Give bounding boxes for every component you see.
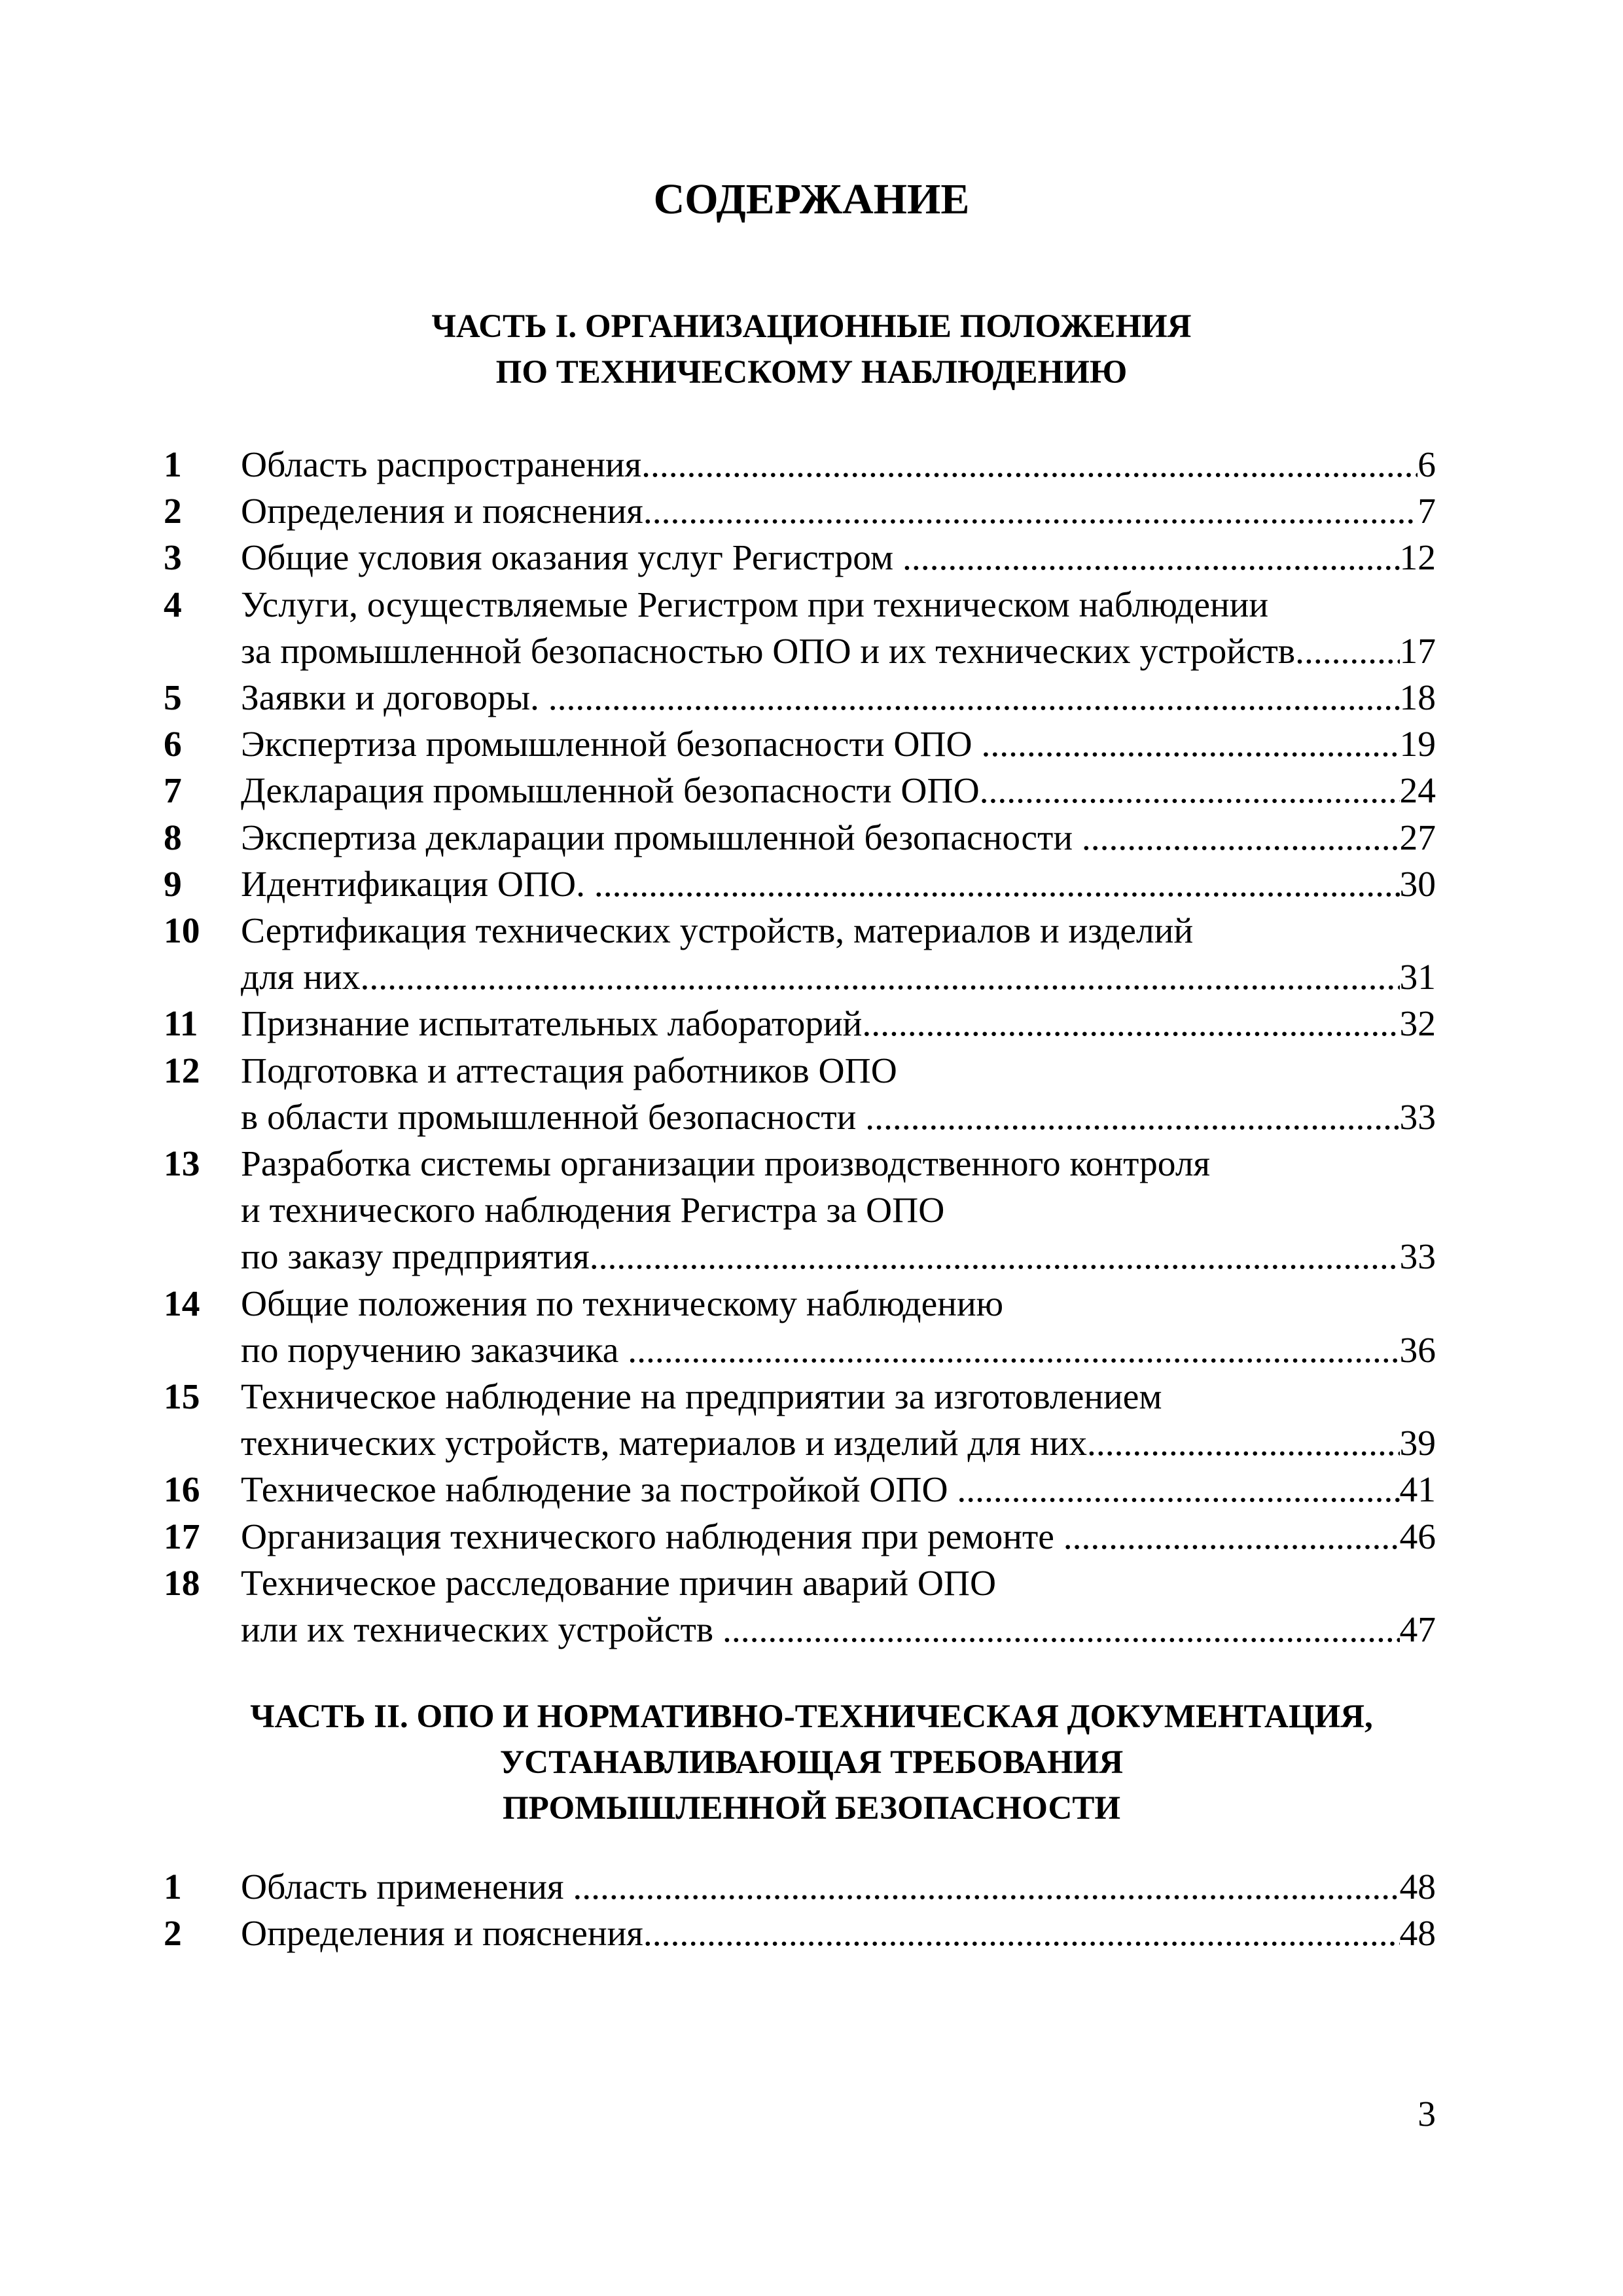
dot-leader bbox=[1295, 628, 1399, 675]
toc-entry-title: Экспертиза декларации промышленной безопасности bbox=[241, 817, 1082, 858]
toc-entry bbox=[164, 1281, 1436, 1374]
dot-leader bbox=[651, 442, 1418, 488]
toc-entry-page: 12 bbox=[1399, 538, 1436, 579]
dot-leader bbox=[1063, 1514, 1400, 1560]
toc-entry bbox=[164, 768, 1436, 814]
toc-entry bbox=[164, 1560, 1436, 1653]
toc-entry bbox=[164, 815, 1436, 861]
toc-entry-title: Декларация промышленной безопасности ОПО. bbox=[241, 771, 989, 812]
toc-entry bbox=[164, 675, 1436, 721]
toc-entry-number: 10 bbox=[164, 911, 200, 952]
page-number: 3 bbox=[1418, 2094, 1436, 2134]
toc-entry bbox=[164, 1864, 1436, 1910]
toc-entry-title: по поручению заказчика bbox=[241, 1330, 628, 1371]
toc-entry-title: для них. bbox=[241, 958, 370, 998]
toc-entry-title: Техническое расследование причин аварий ОПО bbox=[241, 1563, 997, 1604]
toc-entry-page: 31 bbox=[1399, 958, 1436, 998]
toc-entry bbox=[164, 1048, 1436, 1141]
part-heading-line: УСТАНАВЛИВАЮЩАЯ ТРЕБОВАНИЯ bbox=[499, 1744, 1124, 1781]
toc-entry bbox=[164, 1514, 1436, 1560]
toc-entry-number: 7 bbox=[164, 771, 182, 812]
part1-toc-list bbox=[164, 442, 1436, 1653]
toc-entry bbox=[164, 1001, 1436, 1047]
toc-entry-title: Сертификация технических устройств, материалов и изделий bbox=[241, 911, 1194, 952]
dot-leader bbox=[982, 721, 1400, 768]
dot-leader bbox=[722, 1607, 1400, 1653]
toc-entry bbox=[164, 1467, 1436, 1513]
toc-entry-title: Признание испытательных лабораторий bbox=[241, 1004, 863, 1045]
toc-entry-number: 14 bbox=[164, 1283, 200, 1324]
toc-entry-title: Область применения bbox=[241, 1867, 573, 1907]
toc-entry-title: и технического наблюдения Регистра за ОПО bbox=[241, 1191, 945, 1231]
toc-entry-title: Техническое наблюдение за постройкой ОПО bbox=[241, 1470, 957, 1511]
toc-entry-number: 3 bbox=[164, 538, 182, 579]
toc-entry bbox=[164, 488, 1436, 535]
toc-entry-page: 41 bbox=[1399, 1470, 1436, 1511]
dot-leader bbox=[1096, 1420, 1400, 1467]
toc-entry-title: Техническое наблюдение на предприятии за изготовлением bbox=[241, 1377, 1162, 1418]
toc-entry-page: 48 bbox=[1399, 1867, 1436, 1907]
part-heading-line: ПРОМЫШЛЕННОЙ БЕЗОПАСНОСТИ bbox=[502, 1790, 1121, 1827]
toc-entry-number: 16 bbox=[164, 1470, 200, 1511]
toc-entry-page: 18 bbox=[1399, 678, 1436, 719]
toc-entry-page: 30 bbox=[1399, 864, 1436, 905]
toc-entry-page: 24 bbox=[1399, 771, 1436, 812]
part-heading-line: ПО ТЕХНИЧЕСКОМУ НАБЛЮДЕНИЮ bbox=[495, 354, 1128, 391]
dot-leader bbox=[548, 675, 1400, 721]
dot-leader bbox=[369, 954, 1399, 1001]
toc-entry bbox=[164, 861, 1436, 908]
toc-entry-number: 17 bbox=[164, 1516, 200, 1557]
page-title: СОДЕРЖАНИЕ bbox=[653, 175, 970, 223]
toc-entry-page: 27 bbox=[1399, 817, 1436, 858]
toc-entry bbox=[164, 908, 1436, 1001]
dot-leader bbox=[594, 861, 1400, 908]
part-heading-line: ЧАСТЬ I. ОРГАНИЗАЦИОННЫЕ ПОЛОЖЕНИЯ bbox=[431, 308, 1192, 345]
dot-leader bbox=[1082, 815, 1400, 861]
dot-leader bbox=[643, 488, 1418, 535]
toc-entry-number: 12 bbox=[164, 1050, 200, 1091]
toc-entry-page: 36 bbox=[1399, 1330, 1436, 1371]
toc-entry-number: 4 bbox=[164, 584, 182, 625]
toc-entry-page: 17 bbox=[1399, 631, 1436, 672]
dot-leader bbox=[628, 1327, 1399, 1374]
toc-entry-page: 6 bbox=[1418, 445, 1436, 485]
toc-entry bbox=[164, 1910, 1436, 1957]
toc-entry-number: 11 bbox=[164, 1004, 198, 1045]
toc-entry-page: 39 bbox=[1399, 1424, 1436, 1464]
toc-entry-page: 47 bbox=[1399, 1610, 1436, 1651]
toc-entry-number: 15 bbox=[164, 1377, 200, 1418]
toc-entry-title: Определения и пояснения bbox=[241, 1914, 643, 1954]
toc-entry-title: Общие условия оказания услуг Регистром bbox=[241, 538, 902, 579]
dot-leader bbox=[989, 768, 1400, 814]
part1-heading bbox=[0, 304, 1623, 395]
toc-entry-number: 18 bbox=[164, 1563, 200, 1604]
toc-entry bbox=[164, 582, 1436, 675]
toc-entry-page: 19 bbox=[1399, 725, 1436, 765]
toc-entry bbox=[164, 721, 1436, 768]
dot-leader bbox=[902, 535, 1400, 581]
dot-leader bbox=[865, 1094, 1399, 1141]
dot-leader bbox=[573, 1864, 1399, 1910]
toc-entry-title: Область распространения. bbox=[241, 445, 651, 485]
toc-entry-number: 2 bbox=[164, 1914, 182, 1954]
toc-entry-title: Услуги, осуществляемые Регистром при техническом наблюдении bbox=[241, 584, 1269, 625]
toc-entry-title: Общие положения по техническому наблюдению bbox=[241, 1283, 1004, 1324]
toc-entry-title: Разработка системы организации производственного контроля bbox=[241, 1144, 1211, 1185]
toc-entry bbox=[164, 535, 1436, 581]
dot-leader bbox=[590, 1234, 1400, 1280]
toc-entry-number: 6 bbox=[164, 725, 182, 765]
toc-entry-number: 13 bbox=[164, 1144, 200, 1185]
dot-leader bbox=[957, 1467, 1399, 1513]
toc-entry bbox=[164, 442, 1436, 488]
toc-entry-title: Заявки и договоры. bbox=[241, 678, 548, 719]
toc-entry-title: Определения и пояснения bbox=[241, 492, 643, 532]
toc-entry-number: 2 bbox=[164, 492, 182, 532]
toc-entry-title: по заказу предприятия bbox=[241, 1237, 590, 1278]
toc-entry-number: 8 bbox=[164, 817, 182, 858]
toc-entry-page: 32 bbox=[1399, 1004, 1436, 1045]
toc-entry-title: Экспертиза промышленной безопасности ОПО bbox=[241, 725, 982, 765]
toc-entry-title: Организация технического наблюдения при ремонте bbox=[241, 1516, 1063, 1557]
toc-entry-number: 1 bbox=[164, 445, 182, 485]
toc-entry-title: технических устройств, материалов и изделий для них. bbox=[241, 1424, 1096, 1464]
toc-entry-page: 33 bbox=[1399, 1237, 1436, 1278]
dot-leader bbox=[862, 1001, 1399, 1047]
toc-entry-number: 5 bbox=[164, 678, 182, 719]
toc-entry-number: 9 bbox=[164, 864, 182, 905]
part2-toc-list bbox=[164, 1864, 1436, 1957]
toc-entry-page: 48 bbox=[1399, 1914, 1436, 1954]
part2-heading bbox=[0, 1694, 1623, 1831]
toc-entry-title: Идентификация ОПО. bbox=[241, 864, 594, 905]
toc-entry-page: 33 bbox=[1399, 1097, 1436, 1138]
toc-entry-number: 1 bbox=[164, 1867, 182, 1907]
toc-entry-title: за промышленной безопасностью ОПО и их технических устройств bbox=[241, 631, 1296, 672]
toc-entry-title: или их технических устройств bbox=[241, 1610, 722, 1651]
toc-entry-title: Подготовка и аттестация работников ОПО bbox=[241, 1050, 897, 1091]
toc-entry bbox=[164, 1141, 1436, 1281]
toc-entry bbox=[164, 1374, 1436, 1467]
part-heading-line: ЧАСТЬ II. ОПО И НОРМАТИВНО-ТЕХНИЧЕСКАЯ ДОКУМЕНТАЦИЯ, bbox=[250, 1698, 1373, 1735]
toc-entry-title: в области промышленной безопасности bbox=[241, 1097, 866, 1138]
toc-entry-page: 7 bbox=[1418, 492, 1436, 532]
dot-leader bbox=[643, 1910, 1400, 1957]
toc-entry-page: 46 bbox=[1399, 1516, 1436, 1557]
